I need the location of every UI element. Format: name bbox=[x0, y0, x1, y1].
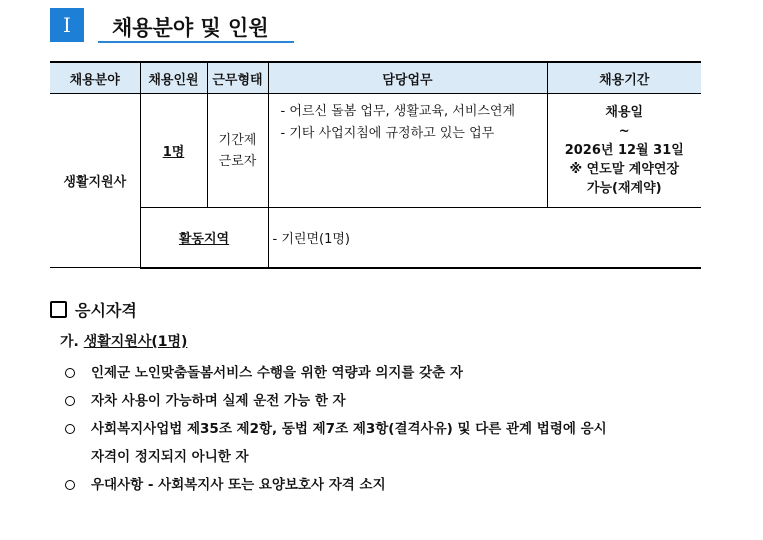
period-line: ※ 연도말 계약연장 bbox=[569, 162, 680, 177]
header-period: 채용기간 bbox=[547, 62, 701, 94]
field-cell: 생활지원사 bbox=[50, 94, 140, 268]
duties-cell bbox=[268, 94, 547, 208]
header-field: 채용분야 bbox=[50, 62, 140, 94]
work-type-cell bbox=[207, 94, 268, 208]
list-item bbox=[50, 387, 730, 415]
period-line: 채용일 bbox=[605, 105, 644, 120]
period-line: ~ bbox=[618, 124, 630, 139]
requirement-text: 우대사항 - 사회복지사 또는 요양보호사 자격 소지 bbox=[91, 477, 386, 493]
list-item bbox=[50, 471, 730, 499]
work-type-line: 근로자 bbox=[218, 153, 257, 169]
header-headcount: 채용인원 bbox=[140, 62, 207, 94]
period-line: 2026년 12월 31일 bbox=[564, 143, 684, 158]
subheading-prefix: 가. bbox=[60, 334, 84, 350]
qualifications-heading bbox=[50, 297, 730, 321]
circle-bullet-icon bbox=[65, 368, 75, 378]
table-header-row bbox=[50, 62, 701, 94]
area-value: - 기린면(1명) bbox=[272, 231, 350, 247]
table-row bbox=[50, 94, 701, 208]
table-row bbox=[50, 208, 701, 268]
requirement-text: 인제군 노인맞춤돌봄서비스 수행을 위한 역량과 의지를 갖춘 자 bbox=[91, 365, 463, 381]
requirements-list bbox=[50, 359, 730, 499]
header-duties: 담당업무 bbox=[268, 62, 547, 94]
list-item bbox=[50, 359, 730, 387]
area-value-cell bbox=[268, 208, 701, 268]
subheading-text: 생활지원사(1명) bbox=[83, 334, 188, 350]
requirement-text: 자차 사용이 가능하며 실제 운전 가능 한 자 bbox=[91, 393, 346, 409]
headcount-cell: 1명 bbox=[140, 94, 207, 208]
circle-bullet-icon bbox=[65, 396, 75, 406]
requirement-text: 사회복지사업법 제35조 제2항, 동법 제7조 제3항(결격사유) 및 다른 관계 법령에 응시 bbox=[91, 421, 607, 437]
requirement-text-continued: 자격이 정지되지 아니한 자 bbox=[91, 449, 249, 465]
circle-bullet-icon bbox=[65, 424, 75, 434]
section-title: 채용분야 및 인원 bbox=[112, 16, 269, 40]
qualifications-subheading bbox=[60, 331, 730, 351]
qualifications-section bbox=[50, 297, 730, 499]
period-cell bbox=[547, 94, 701, 208]
duty-item: - 기타 사업지침에 규정하고 있는 업무 bbox=[280, 126, 495, 141]
qualifications-title: 응시자격 bbox=[75, 300, 137, 320]
section-title-underline bbox=[98, 41, 294, 43]
section-header bbox=[50, 8, 295, 44]
header-work-type: 근무형태 bbox=[207, 62, 268, 94]
checkbox-square-icon bbox=[50, 301, 67, 318]
duty-item: - 어르신 돌봄 업무, 생활교육, 서비스연계 bbox=[280, 104, 516, 119]
recruitment-table bbox=[50, 61, 701, 269]
list-item bbox=[50, 415, 730, 471]
circle-bullet-icon bbox=[65, 480, 75, 490]
period-line: 가능(재계약) bbox=[586, 181, 662, 196]
area-label-cell: 활동지역 bbox=[140, 208, 268, 268]
section-number-badge: Ⅰ bbox=[50, 8, 84, 42]
work-type-line: 기간제 bbox=[218, 132, 257, 148]
